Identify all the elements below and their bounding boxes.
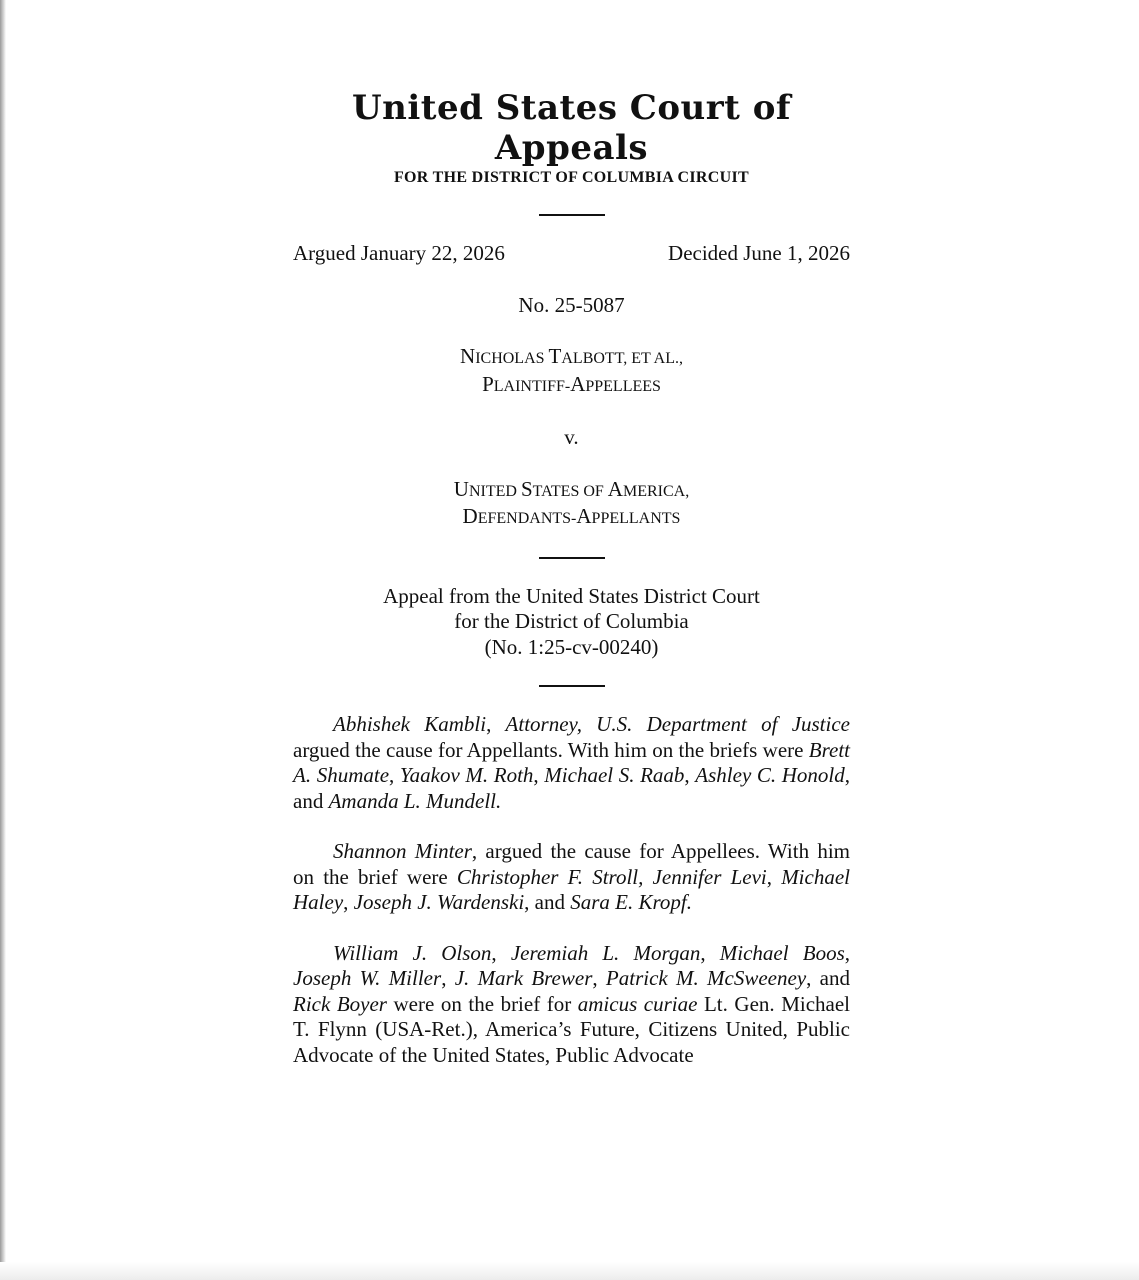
document-page: [293, 80, 850, 1068]
versus: v.: [564, 425, 579, 449]
appeal-line: Appeal from the United States District Court: [383, 583, 760, 608]
divider-rule: [539, 557, 605, 559]
argued-date: Argued January 22, 2026: [293, 241, 505, 265]
decided-date: Decided June 1, 2026: [668, 241, 850, 265]
page-bottom-shadow: [0, 1262, 1139, 1280]
circuit-subheading: FOR THE DISTRICT OF COLUMBIA CIRCUIT: [393, 169, 749, 186]
page-left-shadow: [0, 0, 6, 1280]
counsel-paragraph-amicus: William J. Olson, Jeremiah L. Morgan, Michael Boos, Joseph W. Miller, J. Mark Brewer, Patrick M. McSweeney, and Rick Boyer were on the brief for amicus curiae Lt. Gen. Michael T. Flynn (USA-Ret.), America’s Future, Citizens United, Public Advocate of the United States, Public Advocate: [293, 940, 851, 1067]
appeal-line: for the District of Columbia: [454, 609, 689, 633]
case-number: No. 25-5087: [518, 292, 625, 317]
appeal-info: [293, 584, 850, 661]
counsel-paragraph-appellants: Abhishek Kambli, Attorney, U.S. Department of Justice argued the cause for Appellants. With him on the briefs were Brett A. Shumate, Yaakov M. Roth, Michael S. Raab, Ashley C. Honold, and Amanda L. Mundell.: [293, 712, 851, 813]
plaintiff-name: NICHOLAS TALBOTT, ET AL.,: [460, 344, 683, 368]
divider-rule: [539, 214, 605, 216]
defendant-role: DEFENDANTS-APPELLANTS: [462, 504, 681, 528]
defendant-name: UNITED STATES OF AMERICA,: [453, 476, 690, 501]
court-name-heading: United States Court of Appeals: [351, 88, 792, 168]
dates-row: [293, 241, 850, 267]
appeal-docket: (No. 1:25-cv-00240): [484, 634, 659, 659]
plaintiff-role: PLAINTIFF-APPELLEES: [482, 371, 661, 396]
divider-rule: [539, 685, 605, 687]
counsel-paragraph-appellees: Shannon Minter, argued the cause for Appellees. With him on the brief were Christopher F. Stroll, Jennifer Levi, Michael Haley, Joseph J. Wardenski, and Sara E. Kropf.: [293, 839, 851, 914]
